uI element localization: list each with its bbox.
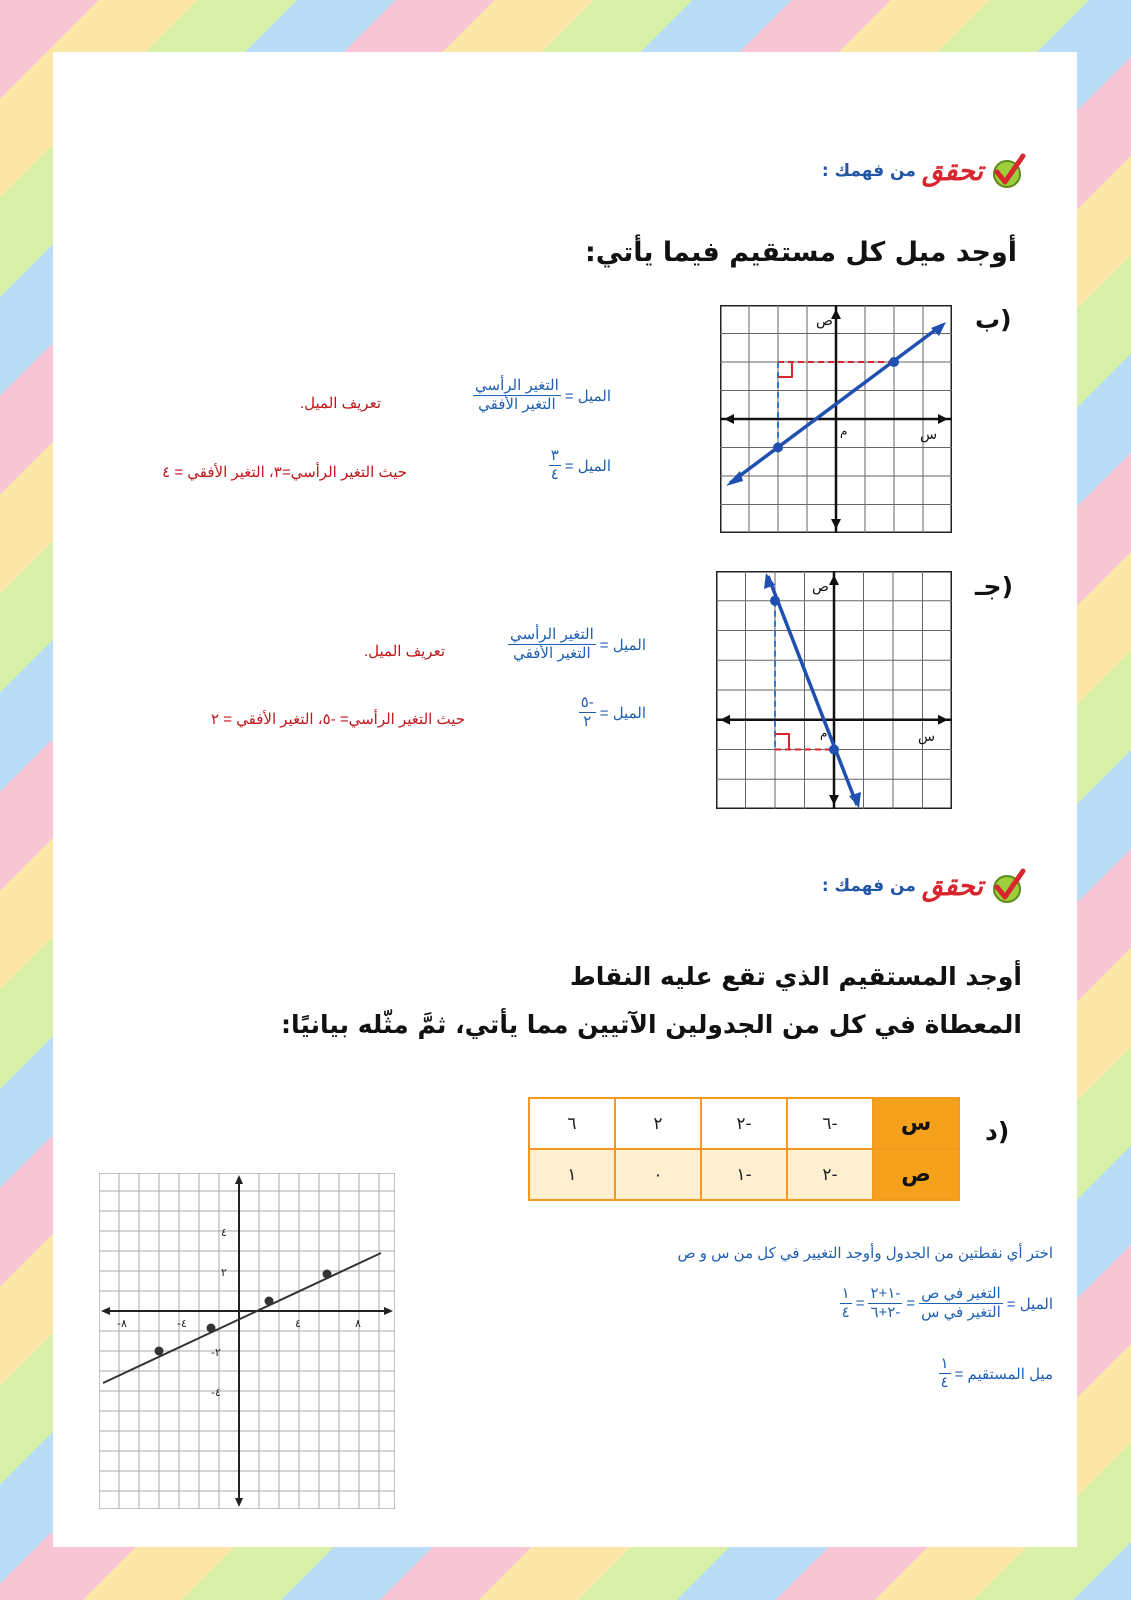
eq-lhs: الميل = bbox=[564, 387, 611, 405]
fraction-numerator: التغير الرأسي bbox=[510, 626, 594, 643]
fraction-numerator: ١ bbox=[841, 1285, 850, 1302]
problem-d-eq2 bbox=[935, 1355, 1054, 1392]
table-cell: -٦ bbox=[787, 1098, 873, 1149]
table-cell: -٢ bbox=[787, 1149, 873, 1200]
tick-x-4: ٤ bbox=[295, 1317, 301, 1330]
fraction-numerator: -٥ bbox=[580, 694, 594, 711]
check-word-sub: من فهمك : bbox=[821, 876, 916, 896]
table-cell: ١ bbox=[529, 1149, 615, 1200]
problem-b-graph bbox=[720, 305, 952, 533]
eq-lhs: ميل المستقيم = bbox=[954, 1365, 1053, 1383]
plot-point bbox=[207, 1324, 216, 1333]
table-cell: ٢ bbox=[615, 1098, 701, 1149]
plot-point bbox=[265, 1297, 274, 1306]
problem-d-eq1 bbox=[836, 1285, 1053, 1322]
problem-b-note1: تعريف الميل. bbox=[299, 395, 381, 412]
fraction-numerator: التغير الرأسي bbox=[475, 377, 559, 394]
equals-sign: = bbox=[906, 1295, 916, 1312]
origin-label: م bbox=[820, 726, 828, 740]
checkmark-icon bbox=[989, 152, 1027, 190]
fraction-denominator: التغير الأفقي bbox=[513, 645, 591, 662]
problem-b-eq1 bbox=[469, 377, 611, 414]
table-cell: ٠ bbox=[615, 1149, 701, 1200]
plot-point bbox=[155, 1347, 164, 1356]
fraction bbox=[549, 447, 561, 484]
fraction bbox=[508, 626, 596, 663]
tick-x-neg4: -٤ bbox=[177, 1317, 187, 1330]
eq-lhs: الميل = bbox=[1006, 1295, 1053, 1313]
fraction-denominator: ٤ bbox=[550, 466, 559, 483]
section-2-heading-line2: المعطاة في كل من الجدولين الآتيين مما يأتي، ثمَّ مثّله بيانيًا: bbox=[281, 1010, 1022, 1039]
problem-d-instruction: اختر أي نقطتين من الجدول وأوجد التغيير في كل من س و ص bbox=[677, 1245, 1053, 1262]
problem-c-eq1 bbox=[504, 626, 646, 663]
fraction-denominator: ٤ bbox=[841, 1304, 850, 1321]
fraction-denominator: -٢+٦ bbox=[870, 1304, 901, 1321]
problem-c-eq2 bbox=[575, 694, 646, 731]
fraction-numerator: ٣ bbox=[550, 447, 559, 464]
problem-c-label: جـ) bbox=[975, 572, 1013, 601]
tick-y-4: ٤ bbox=[221, 1226, 227, 1239]
check-understanding-title-1 bbox=[822, 152, 1027, 190]
checkmark-icon bbox=[989, 867, 1027, 905]
fraction bbox=[868, 1285, 902, 1322]
fraction bbox=[919, 1285, 1003, 1322]
plot-point bbox=[323, 1270, 332, 1279]
check-understanding-title-2 bbox=[822, 867, 1027, 905]
axis-x-label: س bbox=[920, 427, 938, 443]
tick-x-8: ٨ bbox=[355, 1317, 361, 1330]
axis-x-label: س bbox=[918, 729, 936, 745]
fraction bbox=[579, 694, 596, 731]
tick-y-neg4: -٤ bbox=[211, 1386, 221, 1399]
fraction-denominator: ٤ bbox=[940, 1374, 949, 1391]
section-2-heading-line1: أوجد المستقيم الذي تقع عليه النقاط bbox=[569, 962, 1022, 991]
table-header-x: س bbox=[873, 1098, 959, 1149]
fraction-numerator: ١ bbox=[940, 1355, 949, 1372]
fraction-numerator: -١+٢ bbox=[870, 1285, 901, 1302]
table-cell: -١ bbox=[701, 1149, 787, 1200]
tick-x-neg8: -٨ bbox=[117, 1317, 127, 1330]
fraction-denominator: ٢ bbox=[583, 713, 592, 730]
table-row bbox=[529, 1098, 959, 1149]
eq-lhs: الميل = bbox=[599, 636, 646, 654]
fraction-denominator: التغير الأفقي bbox=[478, 396, 556, 413]
table-header-y: ص bbox=[873, 1149, 959, 1200]
origin-label: م bbox=[840, 424, 848, 438]
problem-b-note2: حيث التغير الرأسي=٣، التغير الأفقي = ٤ bbox=[162, 464, 407, 481]
fraction bbox=[473, 377, 561, 414]
fraction bbox=[840, 1285, 852, 1322]
problem-c-note2: حيث التغير الرأسي= -٥، التغير الأفقي = ٢ bbox=[210, 711, 465, 728]
check-word: تحقق bbox=[921, 155, 983, 187]
eq-lhs: الميل = bbox=[599, 704, 646, 722]
equals-sign: = bbox=[855, 1295, 865, 1312]
axis-y-label: ص bbox=[816, 313, 833, 329]
eq-lhs: الميل = bbox=[564, 457, 611, 475]
problem-d-table bbox=[528, 1097, 960, 1201]
axis-y-label: ص bbox=[812, 579, 829, 595]
table-cell: ٦ bbox=[529, 1098, 615, 1149]
table-row bbox=[529, 1149, 959, 1200]
problem-c-graph bbox=[716, 571, 952, 809]
fraction-numerator: التغير في ص bbox=[921, 1285, 1001, 1302]
fraction-denominator: التغير في س bbox=[921, 1304, 1001, 1321]
worksheet-page bbox=[53, 52, 1077, 1547]
tick-y-2: ٢ bbox=[221, 1266, 227, 1279]
fraction bbox=[939, 1355, 951, 1392]
problem-b-label: ب) bbox=[975, 305, 1012, 334]
table-cell: -٢ bbox=[701, 1098, 787, 1149]
tick-y-neg2: -٢ bbox=[211, 1346, 221, 1359]
problem-c-note1: تعريف الميل. bbox=[363, 643, 445, 660]
problem-b-eq2 bbox=[545, 447, 611, 484]
problem-d-label: د) bbox=[985, 1117, 1010, 1146]
check-word-sub: من فهمك : bbox=[821, 161, 916, 181]
section-1-heading: أوجد ميل كل مستقيم فيما يأتي: bbox=[584, 237, 1017, 268]
problem-d-graph bbox=[99, 1173, 395, 1509]
check-word: تحقق bbox=[921, 870, 983, 902]
